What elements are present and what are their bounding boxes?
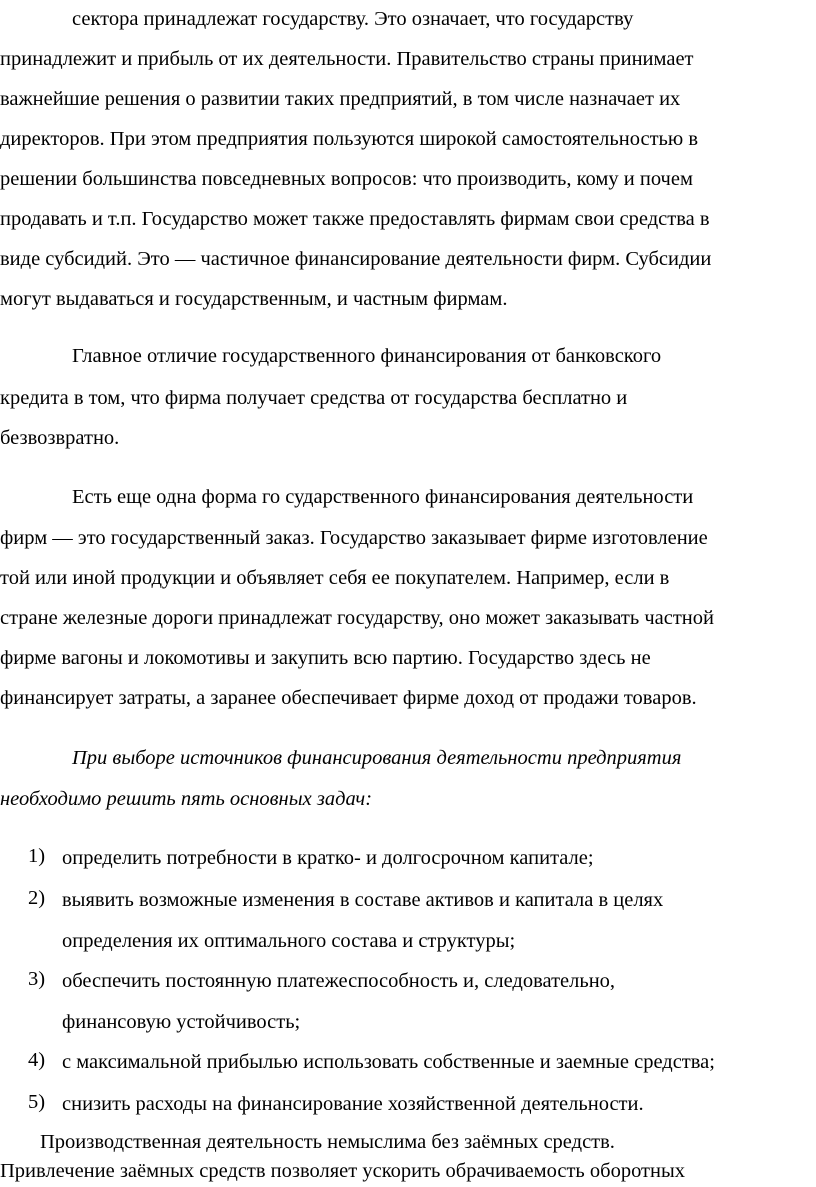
text-line: Есть еще одна форма го сударственного финансирования деятельности bbox=[72, 486, 694, 508]
text-line: той или иной продукции и объявляет себя ее покупателем. Например, если в bbox=[0, 567, 670, 589]
text-line: важнейшие решения о развитии таких предприятий, в том числе назначает их bbox=[0, 88, 681, 110]
list-number: 4) bbox=[28, 1049, 46, 1071]
text-line: Привлечение заёмных средств позволяет ускорить обрачиваемость оборотных bbox=[0, 1160, 686, 1182]
text-line: необходимо решить пять основных задач: bbox=[0, 788, 373, 810]
list-item: выявить возможные изменения в составе активов и капитала в целях bbox=[62, 889, 664, 911]
list-number: 3) bbox=[28, 968, 46, 990]
list-item-continuation: определения их оптимального состава и структуры; bbox=[62, 930, 516, 952]
text-line: кредита в том, что фирма получает средства от государства бесплатно и bbox=[0, 387, 628, 409]
text-line: решении большинства повседневных вопросов: что производить, кому и почем bbox=[0, 168, 693, 190]
text-line: При выборе источников финансирования деятельности предприятия bbox=[72, 747, 682, 769]
list-number: 1) bbox=[28, 845, 46, 867]
text-line: Производственная деятельность немыслима без заёмных средств. bbox=[40, 1131, 615, 1153]
text-line: фирм — это государственный заказ. Государство заказывает фирме изготовление bbox=[0, 527, 708, 549]
text-line: финансирует затраты, а заранее обеспечивает фирме доход от продажи товаров. bbox=[0, 687, 697, 709]
list-item-continuation: финансовую устойчивость; bbox=[62, 1011, 301, 1033]
text-line: принадлежит и прибыль от их деятельности. Правительство страны принимает bbox=[0, 48, 694, 70]
text-line: Главное отличие государственного финансирования от банковского bbox=[72, 345, 662, 367]
list-item: обеспечить постоянную платежеспособность и, следовательно, bbox=[62, 970, 616, 992]
text-line: продавать и т.п. Государство может также предоставлять фирмам свои средства в bbox=[0, 208, 710, 230]
list-item: с максимальной прибылью использовать собственные и заемные средства; bbox=[62, 1051, 715, 1073]
text-line: фирме вагоны и локомотивы и закупить всю партию. Государство здесь не bbox=[0, 647, 651, 669]
text-line: сектора принадлежат государству. Это означает, что государству bbox=[72, 8, 634, 30]
list-number: 2) bbox=[28, 887, 46, 909]
text-line: директоров. При этом предприятия пользуются широкой самостоятельностью в bbox=[0, 128, 699, 150]
list-item: снизить расходы на финансирование хозяйственной деятельности. bbox=[62, 1093, 644, 1115]
text-line: безвозвратно. bbox=[0, 427, 120, 449]
text-line: стране железные дороги принадлежат государству, оно может заказывать частной bbox=[0, 607, 714, 629]
text-line: могут выдаваться и государственным, и частным фирмам. bbox=[0, 288, 508, 310]
list-item: определить потребности в кратко- и долгосрочном капитале; bbox=[62, 847, 594, 869]
list-number: 5) bbox=[28, 1091, 46, 1113]
text-line: виде субсидий. Это — частичное финансирование деятельности фирм. Субсидии bbox=[0, 248, 712, 270]
